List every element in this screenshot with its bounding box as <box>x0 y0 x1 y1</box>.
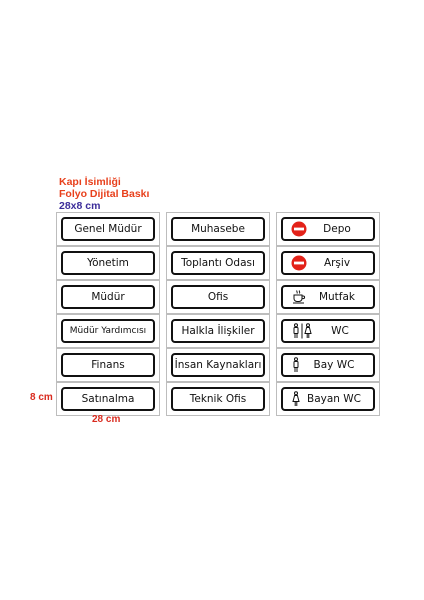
sign-depo <box>276 212 380 246</box>
sign-label: Yönetim <box>61 251 155 275</box>
sign-label: Genel Müdür <box>61 217 155 241</box>
sign-insan-kaynaklari <box>166 348 270 382</box>
sign-genel-mudur <box>56 212 160 246</box>
no-entry-icon <box>291 221 307 237</box>
sign-muhasebe <box>166 212 270 246</box>
sign-label: Ofis <box>171 285 265 309</box>
coffee-cup-icon <box>291 289 307 305</box>
male-icon <box>291 357 301 373</box>
sign-mudur <box>56 280 160 314</box>
sign-arsiv <box>276 246 380 280</box>
sign-wc <box>276 314 380 348</box>
sign-teknik-ofis <box>166 382 270 416</box>
sign-label: Muhasebe <box>171 217 265 241</box>
sign-label: İnsan Kaynakları <box>171 353 265 377</box>
sign-mutfak <box>276 280 380 314</box>
sign-label: Müdür Yardımcısı <box>61 319 155 343</box>
sign-bayan-wc <box>276 382 380 416</box>
product-header <box>59 176 149 212</box>
sign-label: Teknik Ofis <box>171 387 265 411</box>
sign-label: Bayan WC <box>307 393 361 405</box>
sign-label: Arşiv <box>323 257 351 269</box>
sign-label: WC <box>331 325 349 337</box>
sign-yonetim <box>56 246 160 280</box>
sign-label: Depo <box>323 223 351 235</box>
sign-mudur-yardimcisi <box>56 314 160 348</box>
male-female-icon <box>291 323 313 339</box>
sign-label: Mutfak <box>318 291 356 303</box>
sign-finans <box>56 348 160 382</box>
header-size: 28x8 cm <box>59 200 101 212</box>
sign-satinalma <box>56 382 160 416</box>
header-subtitle: Folyo Dijital Baskı <box>59 188 150 200</box>
sign-label: Satınalma <box>61 387 155 411</box>
sign-label: Toplantı Odası <box>171 251 265 275</box>
width-dimension-label: 28 cm <box>92 414 121 425</box>
female-icon <box>291 391 301 407</box>
sign-label: Müdür <box>61 285 155 309</box>
sign-ofis <box>166 280 270 314</box>
sign-label: Halkla İlişkiler <box>171 319 265 343</box>
header-title: Kapı İsimliği <box>59 176 121 188</box>
sign-halkla-iliskiler <box>166 314 270 348</box>
sign-toplanti-odasi <box>166 246 270 280</box>
sign-label: Bay WC <box>313 359 355 371</box>
no-entry-icon <box>291 255 307 271</box>
height-dimension-label: 8 cm <box>30 392 53 403</box>
sign-bay-wc <box>276 348 380 382</box>
sign-label: Finans <box>61 353 155 377</box>
